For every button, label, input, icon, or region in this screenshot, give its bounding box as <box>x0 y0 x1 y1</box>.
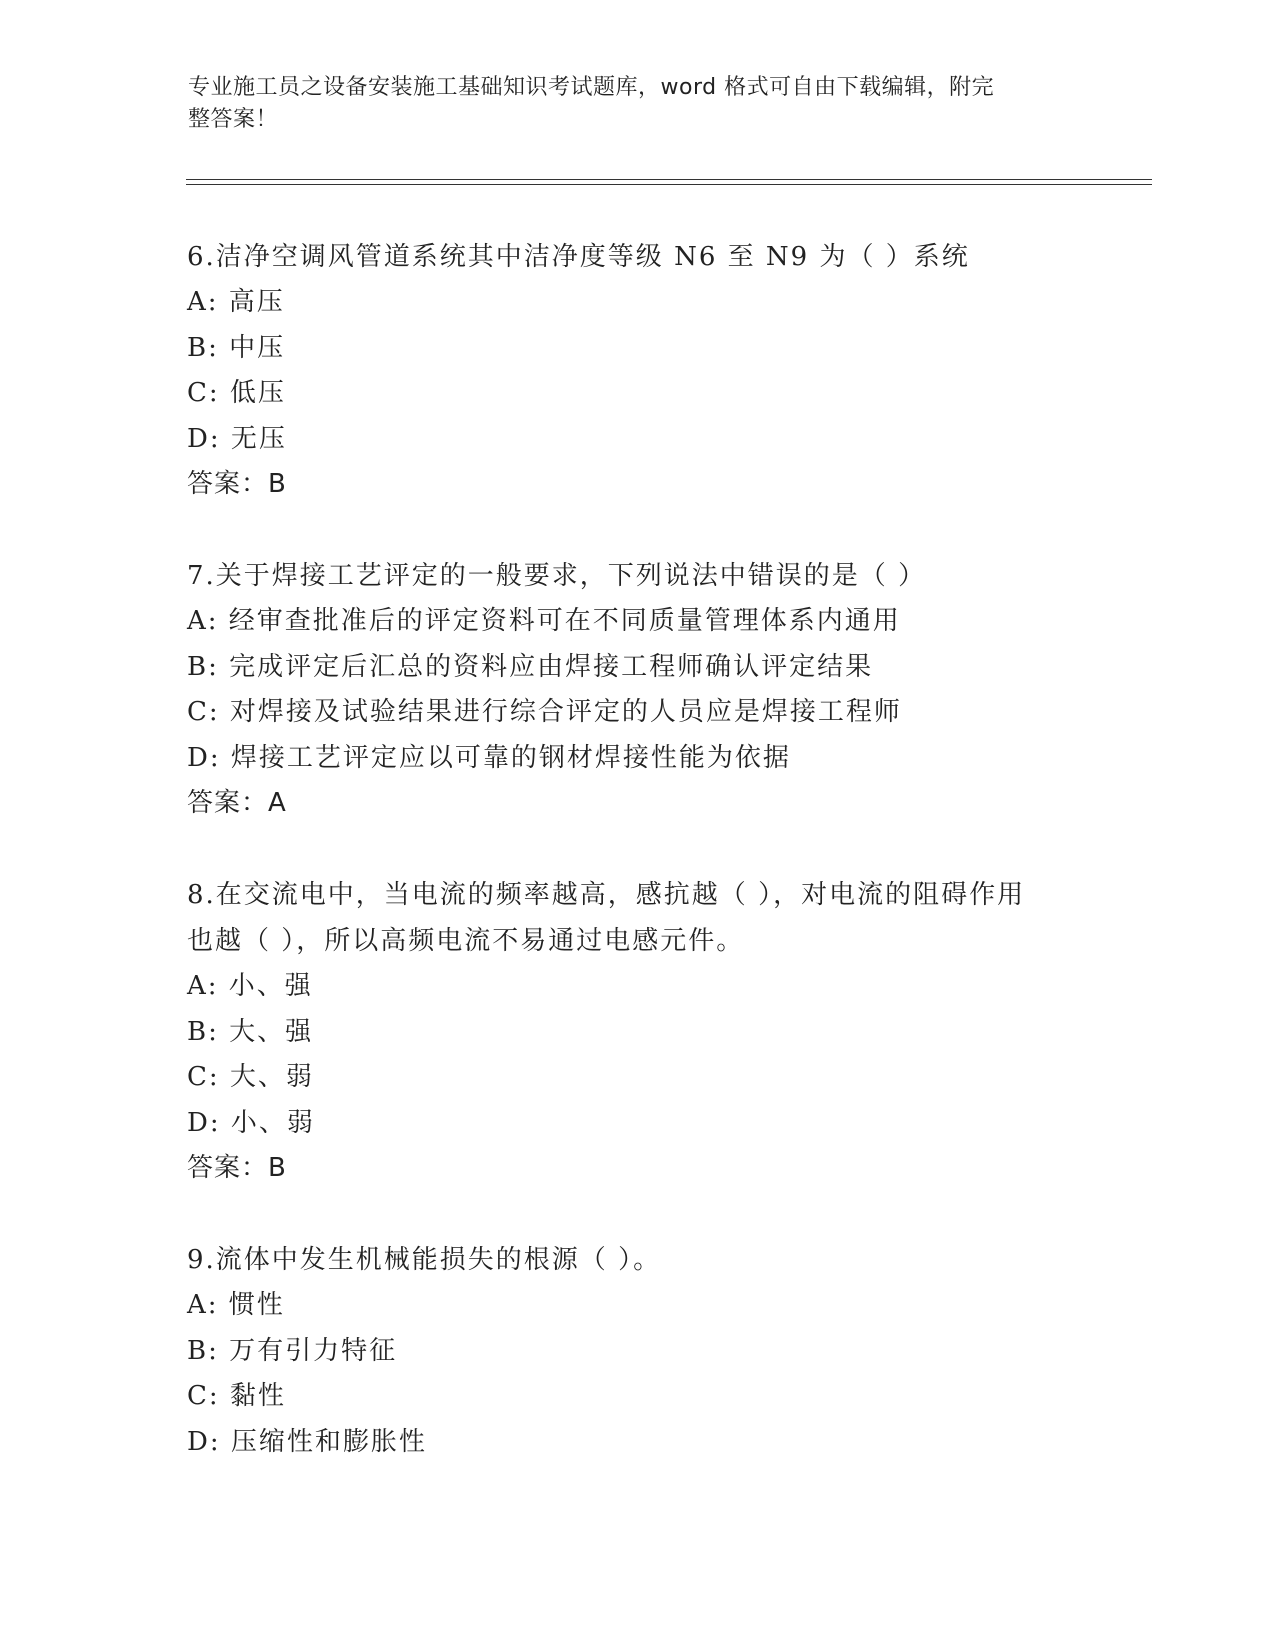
question-text: 7.关于焊接工艺评定的一般要求，下列说法中错误的是（ ） <box>187 561 927 591</box>
option-c: C: 黏性 <box>187 1381 286 1411</box>
option-b: B: 完成评定后汇总的资料应由焊接工程师确认评定结果 <box>187 651 874 682</box>
option-d: D: 小、弱 <box>187 1107 315 1138</box>
question-8 <box>187 872 1087 1191</box>
option-a: A: 高压 <box>187 287 285 317</box>
option-c: C: 对焊接及试验结果进行综合评定的人员应是焊接工程师 <box>187 697 902 727</box>
answer: 答案：B <box>187 1153 287 1183</box>
option-b: B: 万有引力特征 <box>187 1335 398 1366</box>
option-b: B: 中压 <box>187 332 286 363</box>
option-d: D: 压缩性和膨胀性 <box>187 1426 427 1457</box>
document-header <box>188 72 1068 136</box>
answer: 答案：B <box>187 469 287 499</box>
question-text-line-2: 也越（ ），所以高频电流不易通过电感元件。 <box>187 926 745 956</box>
option-a: A: 惯性 <box>187 1290 285 1320</box>
option-c: C: 大、弱 <box>187 1062 314 1092</box>
header-line-2: 整答案！ <box>188 107 279 132</box>
question-7 <box>187 553 1087 826</box>
option-d: D: 无压 <box>187 423 287 454</box>
option-b: B: 大、强 <box>187 1016 314 1047</box>
option-d: D: 焊接工艺评定应以可靠的钢材焊接性能为依据 <box>187 742 791 773</box>
question-text: 6.洁净空调风管道系统其中洁净度等级 N6 至 N9 为（ ）系统 <box>187 242 970 272</box>
question-6 <box>187 234 1087 507</box>
option-a: A: 经审查批准后的评定资料可在不同质量管理体系内通用 <box>187 606 901 636</box>
header-line-1: 专业施工员之设备安装施工基础知识考试题库，word 格式可自由下载编辑，附完 <box>188 75 995 100</box>
answer: 答案：A <box>187 788 287 818</box>
option-a: A: 小、强 <box>187 971 313 1001</box>
question-text-line-1: 8.在交流电中，当电流的频率越高，感抗越（ ），对电流的阻碍作用 <box>187 880 1026 910</box>
question-9 <box>187 1237 1087 1465</box>
option-c: C: 低压 <box>187 378 286 408</box>
header-divider <box>186 179 1152 185</box>
question-text: 9.流体中发生机械能损失的根源（ ）。 <box>187 1245 662 1275</box>
